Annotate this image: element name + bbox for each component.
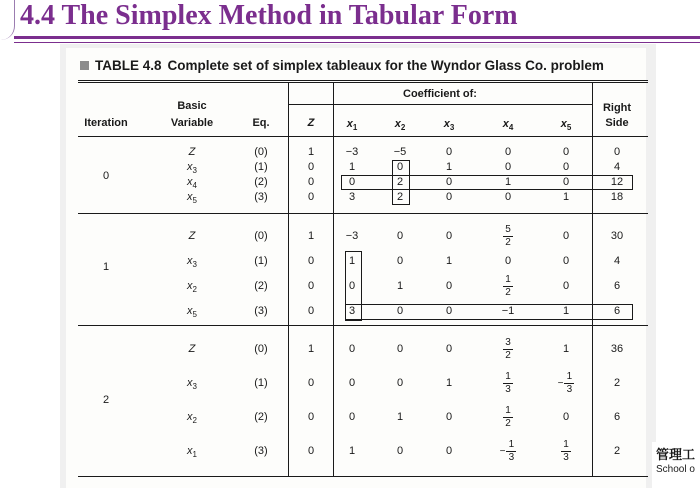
right-side-value: 2 [613, 377, 621, 389]
x4-coefficient [493, 406, 523, 428]
right-side-value: 0 [613, 146, 621, 158]
equation-number: (1) [254, 377, 268, 389]
fraction-numerator: 1 [505, 404, 511, 416]
z-coefficient: 0 [307, 161, 315, 173]
x5-coefficient: 0 [562, 411, 570, 423]
x3-coefficient: 0 [445, 411, 453, 423]
fraction-denominator: 2 [505, 349, 511, 361]
x5-coefficient: 1 [562, 343, 570, 355]
fraction-sign: − [499, 445, 506, 457]
right-side-value: 4 [613, 255, 621, 267]
z-coefficient: 0 [307, 377, 315, 389]
header-eq: Eq. [252, 117, 270, 129]
x2-coefficient: 0 [396, 305, 404, 317]
equation-number: (1) [254, 255, 268, 267]
basic-variable: $x_2$ [187, 411, 197, 426]
x4-coefficient: 0 [504, 191, 512, 203]
basic-variable: $x_2$ [187, 280, 197, 295]
header-x3: $x_3$ [443, 118, 455, 133]
x4-coefficient [493, 372, 523, 394]
z-coefficient: 1 [307, 230, 315, 242]
fraction-denominator: 3 [566, 383, 573, 395]
x4-coefficient: 1 [504, 176, 512, 188]
right-side-value: 12 [610, 176, 624, 188]
x3-coefficient: 0 [445, 230, 453, 242]
x1-coefficient: 0 [348, 280, 356, 292]
fraction-numerator: 1 [505, 370, 511, 382]
title-rule-thin [14, 42, 700, 43]
fraction-numerator: 1 [505, 273, 511, 285]
table-number: TABLE 4.8 [95, 58, 162, 73]
header-coefficient-of: Coefficient of: [403, 88, 477, 100]
x5-coefficient [551, 372, 581, 394]
slide-title: 4.4 The Simplex Method in Tabular Form [20, 0, 518, 31]
fraction [503, 372, 513, 395]
table-top-rule [78, 80, 648, 81]
header-x5: $x_5$ [560, 118, 572, 133]
x5-coefficient: 1 [562, 191, 570, 203]
fraction [564, 372, 574, 395]
x4-coefficient [493, 275, 523, 297]
x5-coefficient: 0 [562, 255, 570, 267]
header-basic-line1: Basic [177, 100, 207, 112]
fraction [561, 440, 571, 463]
basic-variable: Z [188, 230, 196, 242]
x1-coefficient: 0 [348, 377, 356, 389]
z-coefficient: 1 [307, 343, 315, 355]
school-logo-cjk: 管理工 [656, 448, 696, 463]
z-coefficient: 0 [307, 176, 315, 188]
title-rule-thick [14, 36, 700, 39]
x3-coefficient: 0 [445, 445, 453, 457]
fraction-numerator: 1 [566, 370, 573, 382]
z-column-left-rule [288, 82, 289, 476]
right-side-value: 2 [613, 445, 621, 457]
x2-coefficient: −5 [393, 146, 407, 158]
title-decoration [0, 0, 15, 40]
rhs-column-left-rule [592, 82, 593, 476]
z-coefficient: 0 [307, 445, 315, 457]
x1-coefficient: 0 [348, 411, 356, 423]
right-side-value: 6 [613, 280, 621, 292]
x1-coefficient: 0 [348, 343, 356, 355]
table-caption-text: Complete set of simplex tableaux for the Wyndor Glass Co. problem [167, 58, 604, 73]
basic-variable: $x_3$ [187, 255, 197, 270]
x3-coefficient: 1 [445, 255, 453, 267]
x1-coefficient: 1 [348, 161, 356, 173]
fraction-numerator: 1 [563, 438, 569, 450]
header-x4: $x_4$ [502, 118, 514, 133]
x2-coefficient: 0 [396, 230, 404, 242]
iteration-number: 2 [102, 394, 110, 406]
x2-coefficient: 1 [396, 411, 404, 423]
fraction-denominator: 3 [505, 383, 511, 395]
x4-coefficient: −1 [501, 305, 515, 317]
header-basic-line2: Variable [170, 117, 214, 129]
basic-variable: $x_5$ [187, 305, 197, 320]
table-caption [80, 58, 604, 73]
x2-coefficient: 1 [396, 280, 404, 292]
z-coefficient: 0 [307, 411, 315, 423]
header-right-side-line2: Side [605, 117, 629, 129]
header-right-side-line1: Right [602, 102, 632, 114]
x1-coefficient: 1 [348, 255, 356, 267]
header-x1: $x_1$ [346, 118, 358, 133]
x1-coefficient: 1 [348, 445, 356, 457]
z-coefficient: 0 [307, 280, 315, 292]
iteration-divider-2 [78, 325, 648, 326]
x3-coefficient: 0 [445, 146, 453, 158]
right-side-value: 30 [610, 230, 624, 242]
x1-coefficient: 0 [348, 176, 356, 188]
basic-variable: Z [188, 146, 196, 158]
x3-coefficient: 0 [445, 176, 453, 188]
x1-coefficient: 3 [348, 191, 356, 203]
fraction-denominator: 2 [505, 286, 511, 298]
x2-coefficient: 0 [396, 255, 404, 267]
x1-coefficient: −3 [345, 146, 359, 158]
x5-coefficient: 0 [562, 230, 570, 242]
fraction-numerator: 3 [505, 336, 511, 348]
basic-variable: $x_3$ [187, 161, 197, 176]
x4-coefficient: 0 [504, 161, 512, 173]
basic-variable: Z [188, 343, 196, 355]
fraction [503, 406, 513, 429]
table-top-rule-double [78, 82, 648, 83]
equation-number: (2) [254, 176, 268, 188]
x4-coefficient [493, 338, 523, 360]
x4-coefficient [493, 225, 523, 247]
x2-coefficient: 2 [396, 191, 404, 203]
basic-variable: $x_4$ [187, 176, 197, 191]
equation-number: (3) [254, 191, 268, 203]
x5-coefficient: 0 [562, 280, 570, 292]
x3-coefficient: 0 [445, 343, 453, 355]
fraction [506, 440, 516, 463]
x2-coefficient: 0 [396, 377, 404, 389]
fraction-denominator: 2 [505, 417, 511, 429]
header-iteration: Iteration [84, 117, 128, 129]
caption-square-icon [80, 61, 89, 70]
fraction-denominator: 3 [563, 451, 569, 463]
fraction-denominator: 3 [508, 451, 515, 463]
right-side-value: 6 [613, 411, 621, 423]
fraction [503, 225, 513, 248]
school-logo-text: School o [656, 464, 695, 475]
x3-coefficient: 0 [445, 305, 453, 317]
equation-number: (0) [254, 230, 268, 242]
z-coefficient: 0 [307, 305, 315, 317]
x1-coefficient: −3 [345, 230, 359, 242]
table-bottom-rule [78, 476, 648, 477]
x5-coefficient: 0 [562, 176, 570, 188]
z-column-right-rule [333, 82, 334, 476]
x3-coefficient: 0 [445, 191, 453, 203]
x5-coefficient: 0 [562, 161, 570, 173]
x4-coefficient: 0 [504, 146, 512, 158]
fraction [503, 275, 513, 298]
x5-coefficient: 1 [562, 305, 570, 317]
school-logo [652, 442, 700, 488]
x2-coefficient: 0 [396, 445, 404, 457]
equation-number: (0) [254, 343, 268, 355]
equation-number: (0) [254, 146, 268, 158]
fraction-denominator: 2 [505, 236, 511, 248]
pivot-row-box-eq3 [345, 304, 633, 320]
equation-number: (2) [254, 411, 268, 423]
header-x2: $x_2$ [394, 118, 406, 133]
fraction-numerator: 1 [508, 438, 515, 450]
fraction [503, 338, 513, 361]
fraction-sign: − [557, 377, 564, 389]
x4-coefficient: 0 [504, 255, 512, 267]
header-bottom-rule [78, 136, 648, 137]
basic-variable: $x_1$ [187, 445, 197, 460]
equation-number: (3) [254, 305, 268, 317]
iteration-number: 0 [102, 170, 110, 182]
header-z: Z [307, 117, 315, 129]
x3-coefficient: 1 [445, 161, 453, 173]
x3-coefficient: 0 [445, 280, 453, 292]
x5-coefficient: 0 [562, 146, 570, 158]
x4-coefficient [493, 440, 523, 462]
equation-number: (2) [254, 280, 268, 292]
basic-variable: $x_3$ [187, 377, 197, 392]
equation-number: (3) [254, 445, 268, 457]
right-side-value: 36 [610, 343, 624, 355]
x3-coefficient: 1 [445, 377, 453, 389]
x2-coefficient: 0 [396, 161, 404, 173]
right-side-value: 4 [613, 161, 621, 173]
iteration-number: 1 [102, 261, 110, 273]
pivot-row-box-eq2 [341, 175, 633, 190]
z-coefficient: 0 [307, 191, 315, 203]
x2-coefficient: 2 [396, 176, 404, 188]
x2-coefficient: 0 [396, 343, 404, 355]
equation-number: (1) [254, 161, 268, 173]
z-coefficient: 1 [307, 146, 315, 158]
x5-coefficient [551, 440, 581, 462]
fraction-numerator: 5 [505, 223, 511, 235]
right-side-value: 6 [613, 305, 621, 317]
basic-variable: $x_5$ [187, 191, 197, 206]
z-coefficient: 0 [307, 255, 315, 267]
iteration-divider-1 [78, 213, 648, 214]
right-side-value: 18 [610, 191, 624, 203]
x1-coefficient: 3 [348, 305, 356, 317]
